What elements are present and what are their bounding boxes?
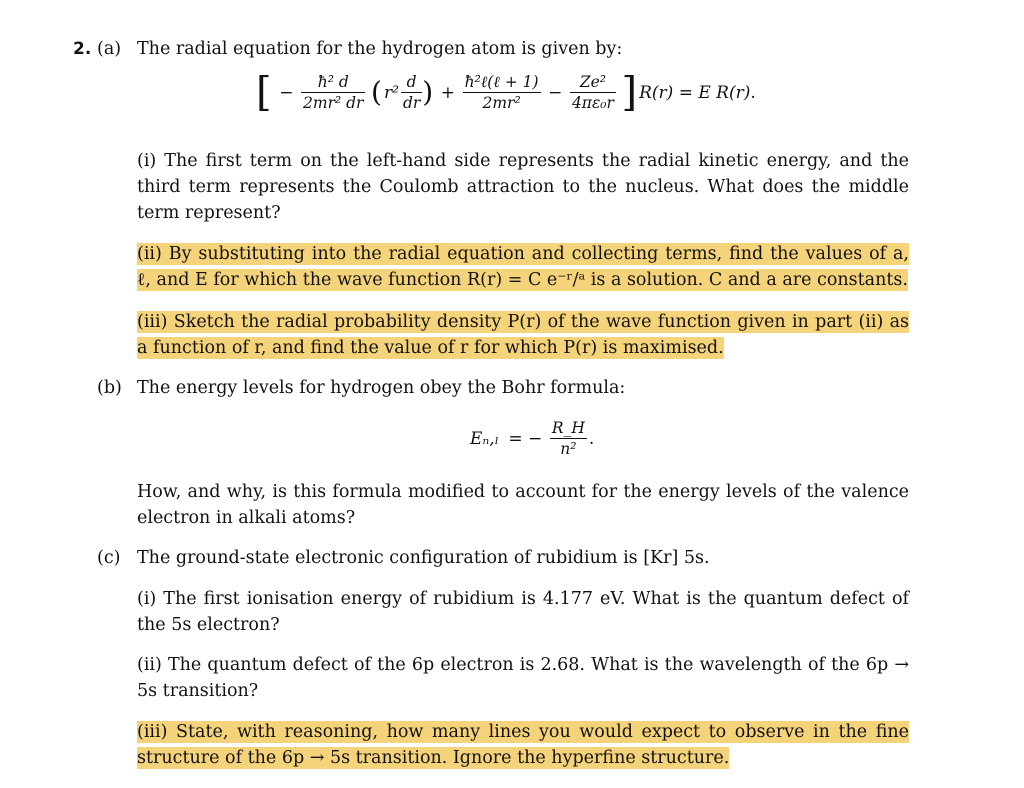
part-c-iii: (iii) State, with reasoning, how many lines you would expect to observe in the fine structure of the 6p → 5s transition. Ignore the hyperfine structure. <box>137 722 909 768</box>
part-b-text: The energy levels for hydrogen obey the Bohr formula: <box>137 378 626 398</box>
part-a-i: (i) The first term on the left-hand side represents the radial kinetic energy, and the third term represents the Coulomb attraction to the nucleus. What does the middle term represent? <box>137 151 909 223</box>
part-c-text: The ground-state electronic configuration of rubidium is [Kr] 5s. <box>137 548 710 568</box>
coulomb-fraction: $\frac{\text{Ze²}}{\text{4πε₀r}}$ <box>571 73 614 112</box>
part-c-label: (c) <box>97 548 121 568</box>
kinetic-fraction: $\frac{\text{ħ² d}}{\text{2mr² dr}}$ <box>303 73 364 112</box>
centrifugal-fraction: $\frac{\text{ħ²ℓ(ℓ + 1)}}{\text{2mr²}}$ <box>464 73 539 112</box>
part-a-label: (a) <box>97 39 122 59</box>
part-b-label: (b) <box>97 378 122 398</box>
part-c-i: (i) The first ionisation energy of rubidium is 4.177 eV. What is the quantum defect of the 5s electron? <box>137 589 909 635</box>
part-a-ii: (ii) By substituting into the radial equation and collecting terms, find the values of a, ℓ, and E for which the wave function R(r) = C e⁻ʳ/ᵃ is a solution. C and a are constants. <box>137 244 909 290</box>
part-c-ii: (ii) The quantum defect of the 6p electron is 2.68. What is the wavelength of the 6p → 5s transition? <box>137 655 909 701</box>
bohr-fraction: $\frac{R\_H}{\text{n²}}$ <box>551 419 585 458</box>
part-a-text: The radial equation for the hydrogen atom is given by: <box>137 39 623 59</box>
part-a-iii: (iii) Sketch the radial probability density P(r) of the wave function given in part (ii) as a function of r, and find the value of r for which P(r) is maximised. <box>137 312 909 358</box>
part-b-question: How, and why, is this formula modified to account for the energy levels of the valence electron in alkali atoms? <box>137 482 909 528</box>
derivative-fraction: $\frac{d}{dr}$ <box>402 73 421 112</box>
question-number: 2. <box>73 39 92 59</box>
radial-equation: [ − $\frac{\text{ħ² d}}{\text{2mr² dr}}$ ( r² $\frac{d}{dr}$ ) + $\frac{\text{ħ²ℓ(ℓ + 1)}}{\text{2mr²}}$ − $\frac{\text{Ze²}}{\text{4πε₀r}}$ ] R(r) = E R(r). <box>256 69 756 116</box>
bohr-equation: Eₙ,ₗ = − $\frac{R\_H}{\text{n²}}$ . <box>470 419 595 458</box>
